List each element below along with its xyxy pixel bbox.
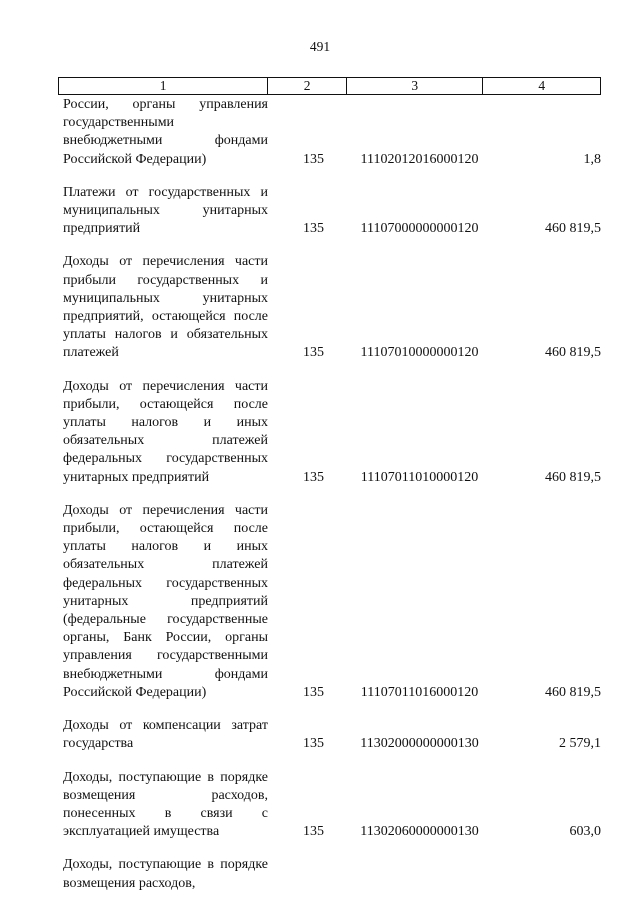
row-amount: 1,8: [583, 151, 601, 167]
row-admin-code: 135: [303, 345, 324, 361]
table-row: [58, 717, 601, 753]
row-name: Доходы от компенсации затрат государства: [63, 718, 268, 752]
row-admin-code: 135: [303, 221, 324, 237]
row-admin-code: 135: [303, 151, 324, 167]
row-name: Платежи от государственных и муниципальных унитарных предприятий: [63, 184, 268, 237]
row-amount: 460 819,5: [545, 345, 601, 361]
table-row: [58, 96, 601, 169]
column-header-2: 2: [268, 78, 347, 94]
row-admin-code: 135: [303, 736, 324, 752]
row-amount: 603,0: [569, 824, 601, 840]
table-row: [58, 378, 601, 487]
row-name: России, органы управления государственными внебюджетными фондами Российской Федерации): [63, 97, 268, 167]
table-row: [58, 769, 601, 842]
row-name: Доходы от перечисления части прибыли, остающейся после уплаты налогов и иных обязательных платежей федеральных государственных унитарных предприятий (федеральные государственные органы, Банк России, органы управления государственными внебюджетными фондами Российской Федерации): [63, 502, 268, 700]
row-name: Доходы от перечисления части прибыли государственных и муниципальных унитарных предприятий, остающейся после уплаты налогов и обязательных платежей: [63, 254, 268, 361]
row-admin-code: 135: [303, 469, 324, 485]
table-row: [58, 253, 601, 362]
row-admin-code: 135: [303, 824, 324, 840]
row-budget-code: 11107011016000120: [360, 684, 479, 700]
column-header-3: 3: [347, 78, 484, 94]
row-budget-code: 11107000000000120: [360, 221, 479, 237]
row-name: Доходы, поступающие в порядке возмещения расходов,: [63, 857, 268, 891]
row-budget-code: 11302000000000130: [360, 736, 479, 752]
column-header-4: 4: [538, 78, 546, 93]
row-amount: 460 819,5: [545, 684, 601, 700]
row-amount: 460 819,5: [545, 469, 601, 485]
table-header-row: [58, 77, 601, 95]
row-budget-code: 11102012016000120: [360, 151, 479, 167]
row-admin-code: 135: [303, 684, 324, 700]
table-row: [58, 184, 601, 239]
table-row: [58, 856, 601, 892]
row-budget-code: 11302060000000130: [360, 824, 479, 840]
row-amount: 2 579,1: [559, 736, 601, 752]
row-name: Доходы, поступающие в порядке возмещения расходов, понесенных в связи с эксплуатацией имущества: [63, 769, 268, 840]
row-budget-code: 11107010000000120: [360, 345, 479, 361]
row-amount: 460 819,5: [545, 221, 601, 237]
column-header-1: 1: [59, 78, 268, 94]
table-body: [58, 96, 601, 893]
row-name: Доходы от перечисления части прибыли, остающейся после уплаты налогов и иных обязательных платежей федеральных государственных унитарных предприятий: [63, 378, 268, 485]
table-row: [58, 502, 601, 702]
page-number: 491: [309, 39, 331, 54]
revenue-table: [58, 77, 601, 908]
row-budget-code: 11107011010000120: [360, 469, 479, 485]
